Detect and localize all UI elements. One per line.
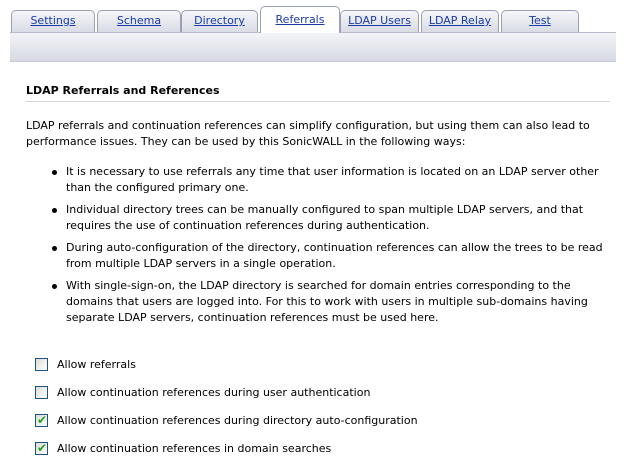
allow-referrals-checkbox[interactable] — [35, 358, 48, 371]
tab-schema[interactable]: Schema — [97, 10, 181, 32]
bullet-icon — [52, 246, 57, 251]
allow-refs-domain-search-checkbox[interactable] — [35, 442, 48, 455]
referral-options — [35, 350, 435, 462]
allow-refs-user-auth-checkbox[interactable] — [35, 386, 48, 399]
list-item: It is necessary to use referrals any time that user information is located on an LDAP server other than the configured primary one. — [52, 164, 612, 196]
tab-content-header — [10, 32, 616, 62]
allow-referrals-label: Allow referrals — [57, 357, 136, 371]
list-item: During auto-configuration of the directory, continuation references can allow the trees to be read from multiple LDAP servers in a single operation. — [52, 240, 612, 272]
section-title: LDAP Referrals and References — [26, 84, 220, 97]
allow-refs-auto-config-checkbox[interactable] — [35, 414, 48, 427]
tab-bar — [0, 0, 623, 32]
allow-refs-domain-search-option — [35, 434, 435, 462]
referrals-section — [26, 84, 611, 332]
bullet-icon — [52, 284, 57, 289]
tab-referrals[interactable]: Referrals — [260, 6, 340, 33]
bullet-icon — [52, 170, 57, 175]
allow-refs-user-auth-option — [35, 378, 435, 406]
tab-ldap-users[interactable]: LDAP Users — [340, 10, 419, 32]
usage-list — [52, 164, 612, 326]
list-item: Individual directory trees can be manually configured to span multiple LDAP servers, and that requires the use of continuation references during authentication. — [52, 202, 612, 234]
bullet-icon — [52, 208, 57, 213]
section-divider — [26, 101, 610, 102]
allow-refs-auto-config-option — [35, 406, 435, 434]
checkmark-icon: ✔ — [37, 412, 48, 427]
checkmark-icon: ✔ — [37, 440, 48, 455]
allow-refs-auto-config-label: Allow continuation references during directory auto-configuration — [57, 413, 418, 427]
tab-test[interactable]: Test — [501, 10, 579, 32]
tab-directory[interactable]: Directory — [181, 10, 258, 32]
tab-settings[interactable]: Settings — [11, 10, 95, 32]
allow-refs-domain-search-label: Allow continuation references in domain searches — [57, 441, 332, 455]
intro-text: LDAP referrals and continuation references can simplify configuration, but using them can also lead to performance issues. They can be used by this SonicWALL in the following ways: — [26, 119, 590, 148]
list-item: With single-sign-on, the LDAP directory is searched for domain entries corresponding to the domains that users are logged into. For this to work with users in multiple sub-domains having separate LDAP servers, continuation references must be used here. — [52, 278, 612, 326]
allow-refs-user-auth-label: Allow continuation references during user authentication — [57, 385, 371, 399]
allow-referrals-option — [35, 350, 435, 378]
tab-ldap-relay[interactable]: LDAP Relay — [421, 10, 499, 32]
